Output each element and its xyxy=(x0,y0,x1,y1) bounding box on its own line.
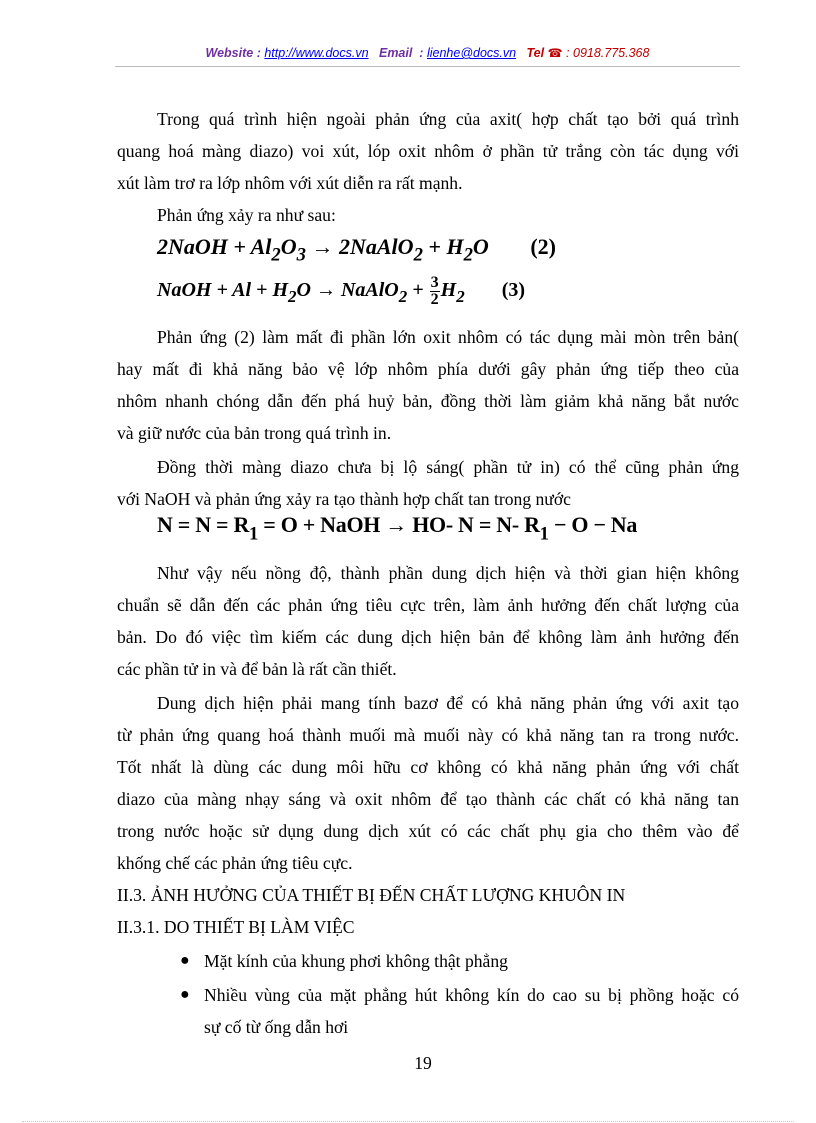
page-header xyxy=(115,46,740,60)
fraction: $\frac{3}{2}$ xyxy=(430,274,439,308)
text-line: với NaOH và phản ứng xảy ra tạo thành hợp chất tan trong nước xyxy=(117,489,571,509)
text-line: khống chế các phản ứng tiêu cực. xyxy=(117,853,353,873)
text-line: và giữ nước của bản trong quá trình in. xyxy=(117,423,392,443)
website-link[interactable]: http://www.docs.vn xyxy=(264,46,369,60)
email-label: Email xyxy=(378,46,413,60)
bullet-icon: ● xyxy=(180,952,190,969)
list-item: Nhiều vùng của mặt phẳng hút không kín do cao su bị phồng hoặc có xyxy=(204,985,739,1005)
section-heading: II.3. ẢNH HƯỞNG CỦA THIẾT BỊ ĐẾN CHẤT LƯỢNG KHUÔN IN xyxy=(117,885,626,905)
equation-2: 2NaOH + $Al_2O_3$ → 2NaAlO$_2$ + $H_2O$ (2) xyxy=(157,234,556,266)
text-line: chuẩn sẽ dẫn đến các phản ứng tiêu cực trên, làm ảnh hưởng đến chất lượng của xyxy=(117,595,739,615)
header-divider xyxy=(115,66,740,67)
text-line: các phần tử in và để bản là rất cần thiết. xyxy=(117,659,397,679)
website-label: Website : xyxy=(205,46,261,60)
page-number: 19 xyxy=(414,1053,432,1073)
footer-divider xyxy=(22,1121,794,1122)
text-line: Dung dịch hiện phải mang tính bazơ để có khả năng phản ứng với axit tạo xyxy=(157,693,739,713)
tel-label: Tel xyxy=(526,46,545,60)
phone-icon: ☎ xyxy=(547,46,563,60)
text-line: trong nước hoặc sử dụng dung dịch xút có các chất phụ gia cho thêm vào để xyxy=(117,821,739,841)
email-separator: : xyxy=(419,46,424,60)
text-line: Như vậy nếu nồng độ, thành phần dung dịch hiện và thời gian hiện không xyxy=(157,563,739,583)
tel-value: : 0918.775.368 xyxy=(566,46,650,60)
equation-3: NaOH + $Al + H_2O$ → NaAlO$_2$ + $\frac{3}{2}$ $H_2$ (3) xyxy=(157,274,526,308)
text-line: hay mất đi khả năng bảo vệ lớp nhôm phía dưới gây phản ứng tiếp theo của xyxy=(117,359,739,379)
email-link[interactable]: lienhe@docs.vn xyxy=(426,46,517,60)
text-line: Tốt nhất là dùng các dung môi hữu cơ không có khả năng phản ứng với chất xyxy=(117,757,739,777)
paragraph-2: Phản ứng xảy ra như sau: xyxy=(157,205,336,225)
equation-label: (2) xyxy=(530,234,556,259)
bullet-icon: ● xyxy=(180,986,190,1003)
list-item-continuation: sự cố từ ống dẫn hơi xyxy=(204,1017,349,1037)
subsection-heading: II.3.1. DO THIẾT BỊ LÀM VIỆC xyxy=(117,917,355,937)
text-line: bản. Do đó việc tìm kiếm các dung dịch hiện bản để không làm ảnh hưởng đến xyxy=(117,627,739,647)
equation-label: (3) xyxy=(501,279,526,302)
equation-4: $N = N = R_1 = O$ + NaOH → HO- N = N- $R_1 - O - Na$ xyxy=(157,512,638,545)
text-line: xút làm trơ ra lớp nhôm với xút diễn ra rất mạnh. xyxy=(117,173,463,193)
text-line: Trong quá trình hiện ngoài phản ứng của axit( hợp chất tạo bởi quá trình xyxy=(157,109,739,129)
text-line: nhôm nhanh chóng dẫn đến phá huỷ bản, đồng thời làm giảm khả năng bắt nước xyxy=(117,391,739,411)
text-line: Phản ứng (2) làm mất đi phần lớn oxit nhôm có tác dụng mài mòn trên bản( xyxy=(157,327,739,347)
text-line: Đồng thời màng diazo chưa bị lộ sáng( phần tử in) có thể cũng phản ứng xyxy=(157,457,739,477)
text-line: quang hoá màng diazo) voi xút, lóp oxit nhôm ở phần tử trắng còn tác dụng với xyxy=(117,141,739,161)
text-line: diazo của màng nhạy sáng và oxit nhôm để tạo thành các chất có khả năng tan xyxy=(117,789,739,809)
list-item: Mặt kính của khung phơi không thật phẳng xyxy=(204,951,508,971)
text-line: từ phản ứng quang hoá thành muối mà muối này có khả năng tan ra trong nước. xyxy=(117,725,739,745)
